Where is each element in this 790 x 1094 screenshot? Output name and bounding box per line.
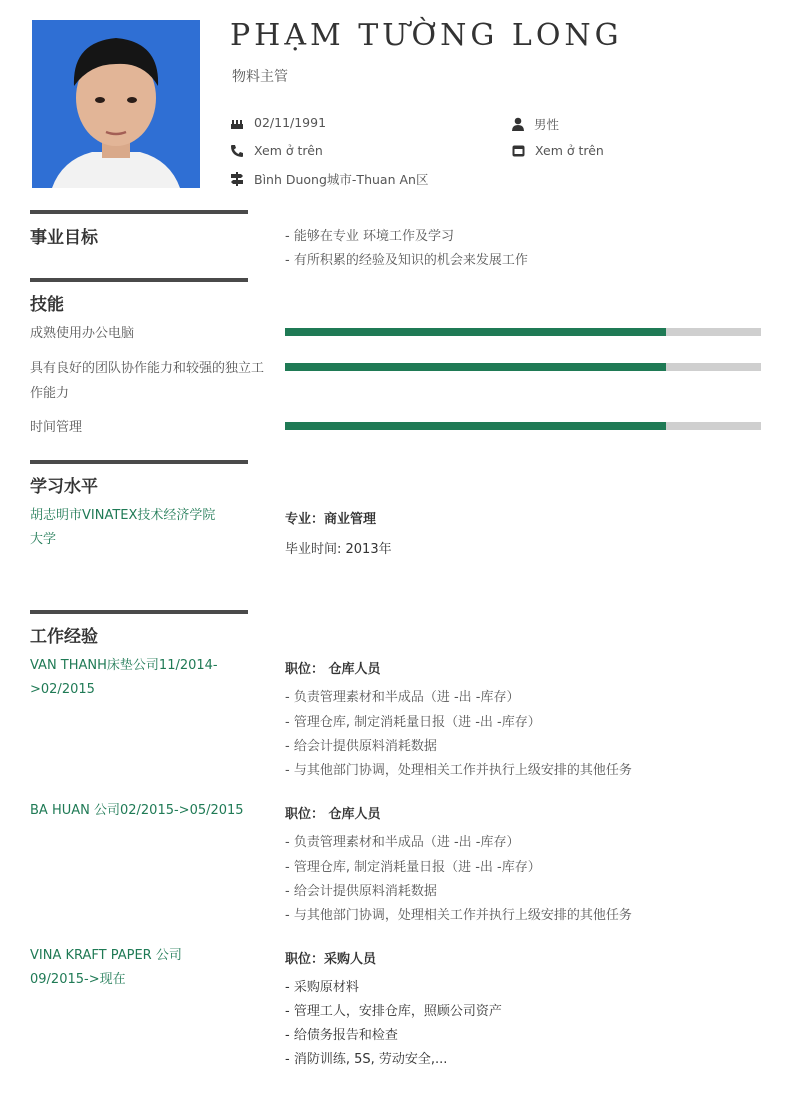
section-divider bbox=[30, 278, 248, 282]
address-value: Bình Duong城市-Thuan An区 bbox=[254, 172, 429, 187]
gender-value: 男性 bbox=[534, 117, 560, 132]
objective-line: - 有所积累的经验及知识的机会来发展工作 bbox=[285, 253, 528, 268]
skill-label-line: 具有良好的团队协作能力和较强的独立工 bbox=[30, 361, 265, 376]
company-name bbox=[30, 799, 244, 823]
objective-line: - 能够在专业 环境工作及学习 bbox=[285, 229, 454, 244]
skill-bar-fill bbox=[285, 422, 666, 430]
job-duty: - 管理仓库, 制定消耗量日报（进 -出 -库存） bbox=[285, 715, 541, 730]
job-duty: - 给债务报告和检查 bbox=[285, 1028, 398, 1043]
job-position: 职位： 仓库人员 bbox=[285, 662, 381, 677]
school-name-line: 大学 bbox=[30, 532, 57, 547]
school-name-line: 胡志明市VINATEX技术经济学院 bbox=[30, 508, 216, 523]
job-position: 职位：采购人员 bbox=[285, 952, 377, 967]
skill-label: 成熟使用办公电脑 bbox=[30, 326, 135, 341]
skill-bar-fill bbox=[285, 328, 666, 336]
school-name bbox=[30, 504, 215, 552]
envelope-icon bbox=[512, 145, 525, 157]
job-position: 职位： 仓库人员 bbox=[285, 807, 381, 822]
birthdate-value: 02/11/1991 bbox=[254, 115, 327, 130]
company-name bbox=[30, 654, 218, 702]
skill-label-line: 作能力 bbox=[30, 386, 70, 401]
skill-bar-fill bbox=[285, 363, 666, 371]
phone-icon bbox=[230, 144, 244, 158]
education-heading: 学习水平 bbox=[30, 477, 98, 497]
skills-heading: 技能 bbox=[30, 295, 64, 315]
signpost-icon bbox=[230, 172, 244, 186]
company-name-line: 09/2015->现在 bbox=[30, 972, 126, 987]
company-name bbox=[30, 944, 182, 992]
section-divider bbox=[30, 210, 248, 214]
education-major: 专业：商业管理 bbox=[285, 512, 377, 527]
address-row bbox=[230, 170, 428, 188]
job-title: 物料主管 bbox=[232, 69, 288, 85]
cake-icon bbox=[230, 116, 244, 130]
phone-value: Xem ở trên bbox=[254, 143, 323, 158]
user-icon bbox=[512, 117, 524, 131]
job-duty: - 与其他部门协调，处理相关工作并执行上级安排的其他任务 bbox=[285, 908, 632, 923]
skill-bar bbox=[285, 422, 761, 430]
job-duty: - 管理仓库, 制定消耗量日报（进 -出 -库存） bbox=[285, 860, 541, 875]
candidate-name: PHẠM TƯỜNG LONG bbox=[230, 18, 623, 53]
skill-bar bbox=[285, 328, 761, 336]
job-duty: - 消防训练, 5S, 劳动安全,... bbox=[285, 1052, 448, 1067]
job-duty: - 与其他部门协调，处理相关工作并执行上级安排的其他任务 bbox=[285, 763, 632, 778]
email-value: Xem ở trên bbox=[535, 143, 604, 158]
job-duty: - 负责管理素材和半成品（进 -出 -库存） bbox=[285, 835, 520, 850]
job-duty: - 管理工人，安排仓库，照顾公司资产 bbox=[285, 1004, 502, 1019]
experience-heading: 工作经验 bbox=[30, 627, 98, 647]
phone-row bbox=[230, 143, 323, 158]
skill-label: 时间管理 bbox=[30, 420, 83, 435]
profile-photo bbox=[32, 20, 200, 188]
email-row bbox=[512, 143, 604, 158]
company-name-line: >02/2015 bbox=[30, 682, 95, 697]
birthdate-row bbox=[230, 115, 326, 130]
company-name-line: BA HUAN 公司02/2015->05/2015 bbox=[30, 803, 244, 818]
gender-row bbox=[512, 115, 559, 133]
job-duty: - 给会计提供原料消耗数据 bbox=[285, 739, 437, 754]
section-divider bbox=[30, 460, 248, 464]
skill-bar bbox=[285, 363, 761, 371]
job-duty: - 负责管理素材和半成品（进 -出 -库存） bbox=[285, 690, 520, 705]
objective-heading: 事业目标 bbox=[30, 228, 98, 248]
company-name-line: VAN THANH床垫公司11/2014- bbox=[30, 658, 218, 673]
job-duty: - 采购原材料 bbox=[285, 980, 359, 995]
graduation-date: 毕业时间: 2013年 bbox=[285, 542, 392, 557]
company-name-line: VINA KRAFT PAPER 公司 bbox=[30, 948, 182, 963]
section-divider bbox=[30, 610, 248, 614]
portrait-image bbox=[32, 20, 200, 188]
job-duty: - 给会计提供原料消耗数据 bbox=[285, 884, 437, 899]
skill-label bbox=[30, 356, 264, 406]
